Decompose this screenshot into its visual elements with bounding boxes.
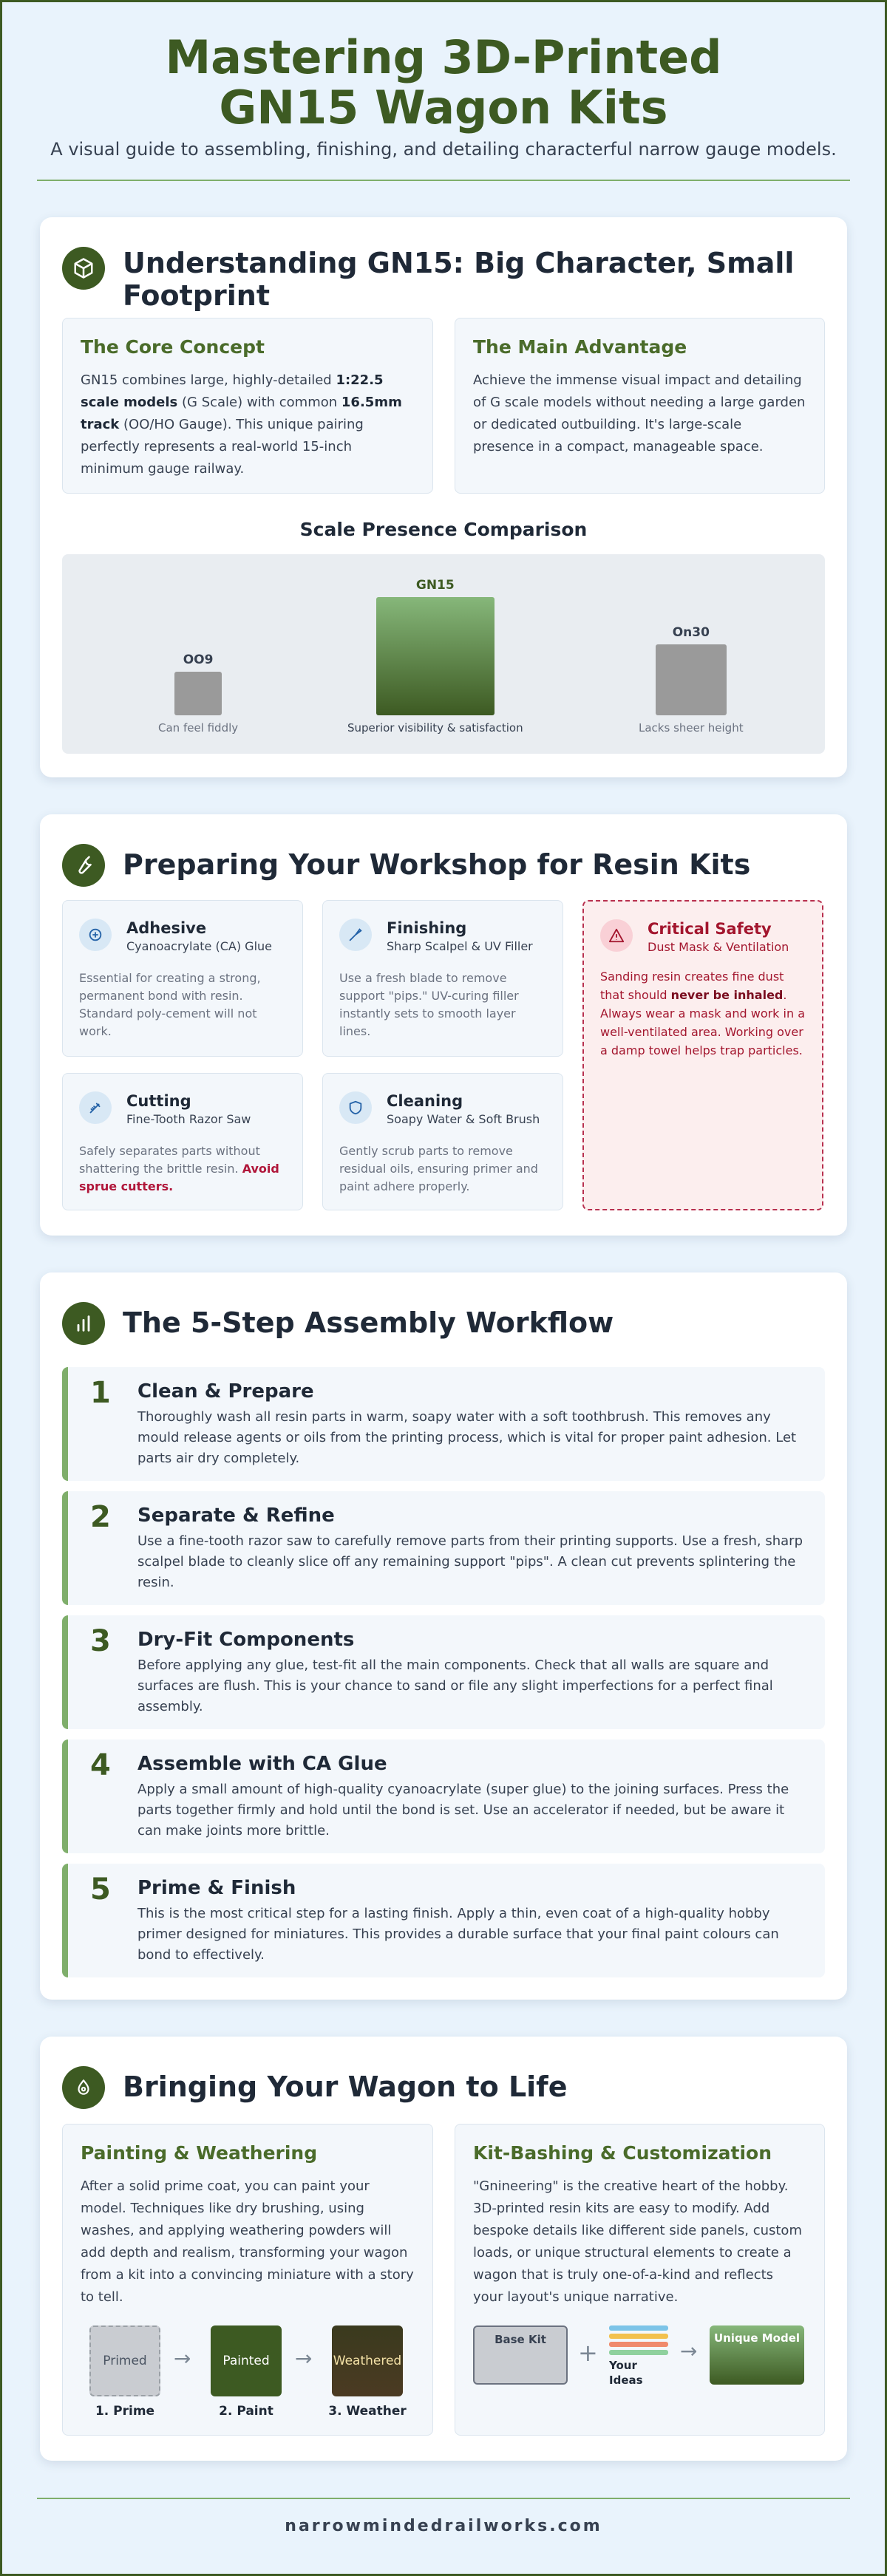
main-advantage-heading: The Main Advantage: [473, 336, 687, 358]
tool-card-cutting: [62, 1073, 303, 1210]
scalpel-icon: [339, 919, 372, 951]
ideas-stripes-icon: [609, 2325, 668, 2355]
tool-name: Adhesive: [126, 919, 207, 937]
comparison-note: Superior visibility & satisfaction: [347, 721, 523, 735]
safety-card: [582, 900, 823, 1210]
step-title: Separate & Refine: [137, 1505, 335, 1527]
comparison-item-gn15: [347, 578, 523, 735]
main-advantage-panel: [455, 318, 825, 494]
arrow-icon: →: [174, 2346, 191, 2371]
safety-subtitle: Dust Mask & Ventilation: [648, 940, 789, 954]
header-divider: [37, 180, 850, 181]
ideas-label: Your Ideas: [609, 2359, 643, 2387]
swatch-weathered: Weathered: [332, 2325, 403, 2396]
life-section: [40, 2037, 847, 2461]
core-concept-text: GN15 combines large, highly-detailed 1:22.5 scale models (G Scale) with common 16.5mm track (OO/HO Gauge). This unique pairing perfectly represents a real-world 15-inch minimum gauge railway.: [81, 372, 402, 477]
kitbash-panel: [455, 2124, 825, 2436]
swatch-painted: Painted: [211, 2325, 282, 2396]
comparison-note: Can feel fiddly: [158, 721, 239, 735]
scale-comparison-chart: [62, 554, 825, 754]
tool-description: Use a fresh blade to remove support "pips." UV-curing filler instantly sets to smooth layer lines.: [339, 971, 519, 1038]
comparison-item-on30: [639, 625, 744, 735]
comparison-bar: [656, 644, 727, 715]
step-title: Assemble with CA Glue: [137, 1753, 387, 1775]
step-title: Dry-Fit Components: [137, 1629, 355, 1651]
step-description: Thoroughly wash all resin parts in warm, soapy water with a soft toothbrush. This removes any mould release agents or oils from the printing process, which is vital for proper paint adhesion. Let parts air dry completely.: [137, 1409, 797, 1466]
understanding-section: [40, 217, 847, 777]
kitbash-text: "Gnineering" is the creative heart of the hobby. 3D-printed resin kits are easy to modify. Add bespoke details like different side panels, custom loads, or unique structural elements to create a wagon that is truly one-of-a-kind and reflects your layout's unique narrative.: [473, 2178, 802, 2305]
comparison-item-oo9: [158, 652, 238, 735]
workflow-step: [62, 1740, 825, 1853]
safety-description: Sanding resin creates fine dust that should never be inhaled. Always wear a mask and work in a well-ventilated area. Working over a damp towel helps trap particles.: [600, 970, 806, 1057]
comparison-bar: [376, 597, 495, 715]
shield-icon: [339, 1091, 372, 1124]
comparison-label: On30: [672, 625, 710, 640]
comparison-label: OO9: [183, 652, 214, 667]
swatch-primed: Primed: [89, 2325, 160, 2396]
tool-description: Essential for creating a strong, permanent bond with resin. Standard poly-cement will not work.: [79, 971, 261, 1038]
step-description: Apply a small amount of high-quality cyanoacrylate (super glue) to the joining surfaces. Press the parts together firmly and hold until the bond is set. Use an accelerator if needed, but be aware it can make joints more brittle.: [137, 1782, 789, 1839]
tool-card-cleaning: [322, 1073, 563, 1210]
bar-chart-icon: [62, 1302, 105, 1345]
plus-icon: +: [578, 2339, 598, 2367]
tool-card-adhesive: [62, 900, 303, 1057]
tool-name: Cutting: [126, 1092, 191, 1110]
arrow-icon: →: [295, 2346, 313, 2371]
glue-icon: [79, 919, 112, 951]
footer-link[interactable]: narrowmindedrailworks.com: [285, 2517, 602, 2535]
workshop-section: [40, 814, 847, 1236]
wrench-icon: [62, 844, 105, 887]
workflow-step: [62, 1367, 825, 1481]
tool-description: Gently scrub parts to remove residual oils, ensuring primer and paint adhere properly.: [339, 1144, 538, 1193]
step-title: Prime & Finish: [137, 1877, 296, 1899]
step-description: This is the most critical step for a lasting finish. Apply a thin, even coat of a high-quality hobby primer designed for miniatures. This provides a durable surface that your final paint colours can bond to effectively.: [137, 1906, 779, 1963]
stage-caption: 2. Paint: [219, 2404, 273, 2419]
painting-text: After a solid prime coat, you can paint your model. Techniques like dry brushing, using washes, and applying weathering powders will add depth and realism, transforming your wagon from a kit into a convincing miniature with a story to tell.: [81, 2178, 414, 2305]
arrow-icon: →: [680, 2339, 698, 2363]
section-title: Bringing Your Wagon to Life: [123, 2071, 568, 2103]
unique-model-box: Unique Model: [710, 2325, 804, 2385]
step-number: 4: [90, 1748, 111, 1782]
step-number: 3: [90, 1624, 111, 1658]
step-number: 5: [90, 1873, 111, 1907]
step-description: Before applying any glue, test-fit all the main components. Check that all walls are square and surfaces are flush. This is your chance to sand or file any slight imperfections for a perfect final assembly.: [137, 1657, 773, 1714]
tool-card-finishing: [322, 900, 563, 1057]
workflow-step: [62, 1615, 825, 1729]
core-concept-panel: [62, 318, 433, 494]
tool-subtitle: Sharp Scalpel & UV Filler: [387, 939, 533, 953]
stage-caption: 1. Prime: [95, 2404, 155, 2419]
comparison-bar: [174, 672, 222, 715]
painting-heading: Painting & Weathering: [81, 2142, 318, 2164]
tool-name: Finishing: [387, 919, 467, 937]
painting-panel: [62, 2124, 433, 2436]
comparison-title: Scale Presence Comparison: [299, 519, 588, 540]
tool-subtitle: Soapy Water & Soft Brush: [387, 1112, 540, 1126]
saw-icon: [79, 1091, 112, 1124]
step-number: 1: [90, 1376, 111, 1410]
safety-title: Critical Safety: [648, 920, 772, 938]
step-description: Use a fine-tooth razor saw to carefully remove parts from their printing supports. Use a fresh, sharp scalpel blade to cleanly slice off any remaining support "pips". A clean cut prevents splintering the resin.: [137, 1533, 803, 1590]
workflow-step: [62, 1491, 825, 1605]
workflow-section: [40, 1272, 847, 2000]
workflow-step: [62, 1864, 825, 1977]
paint-drop-icon: [62, 2066, 105, 2109]
base-kit-box: Base Kit: [473, 2325, 568, 2385]
tool-description: Safely separates parts without shattering the brittle resin. Avoid sprue cutters.: [79, 1144, 279, 1193]
section-title: The 5-Step Assembly Workflow: [123, 1306, 614, 1339]
warning-icon: [600, 919, 633, 952]
page-header: [0, 30, 887, 160]
comparison-note: Lacks sheer height: [639, 721, 744, 735]
core-concept-heading: The Core Concept: [81, 336, 265, 358]
page-title: Mastering 3D-Printed GN15 Wagon Kits: [165, 30, 722, 134]
tool-name: Cleaning: [387, 1092, 463, 1110]
section-title: Understanding GN15: Big Character, Small Footprint: [123, 247, 795, 312]
kitbash-heading: Kit-Bashing & Customization: [473, 2142, 772, 2164]
step-number: 2: [90, 1500, 111, 1534]
cube-icon: [62, 247, 105, 290]
comparison-label: GN15: [415, 578, 455, 593]
tool-subtitle: Cyanoacrylate (CA) Glue: [126, 939, 272, 953]
footer-divider: [37, 2498, 850, 2499]
step-title: Clean & Prepare: [137, 1380, 314, 1403]
stage-caption: 3. Weather: [328, 2404, 407, 2419]
section-title: Preparing Your Workshop for Resin Kits: [123, 848, 751, 881]
main-advantage-text: Achieve the immense visual impact and detailing of G scale models without needing a large garden or dedicated outbuilding. It's large-scale presence in a compact, manageable space.: [473, 372, 806, 454]
tool-subtitle: Fine-Tooth Razor Saw: [126, 1112, 251, 1126]
page-subtitle: A visual guide to assembling, finishing, and detailing characterful narrow gauge models.: [50, 139, 837, 160]
